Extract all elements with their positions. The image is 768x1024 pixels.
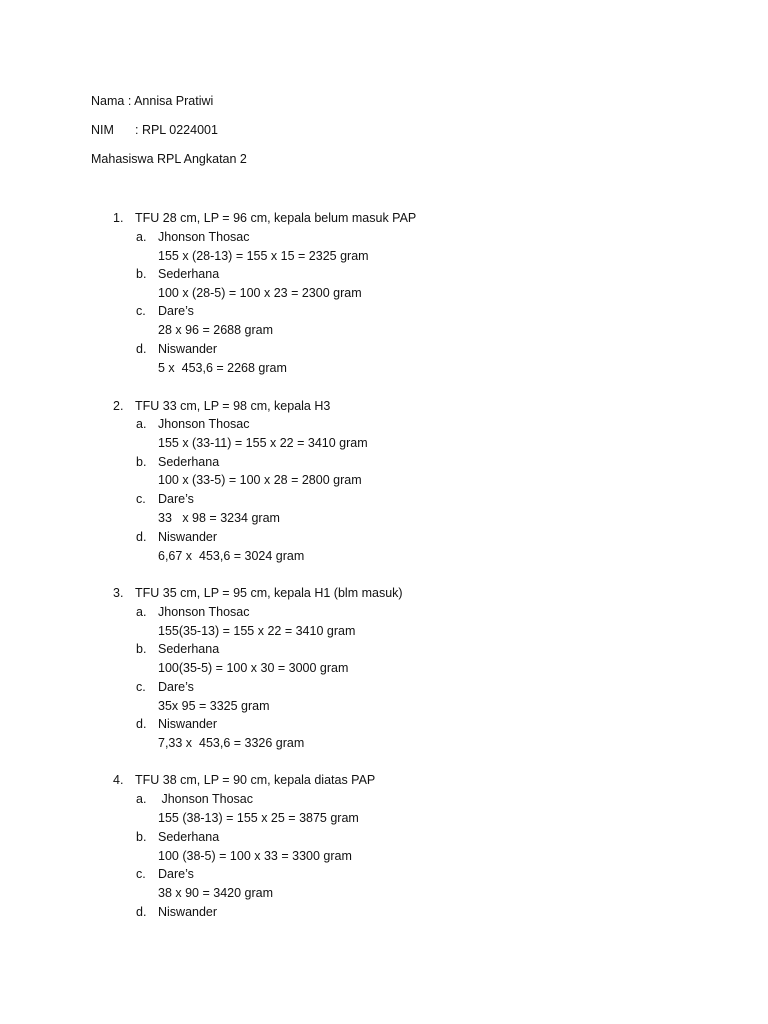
method-calc: 100(35-5) = 100 x 30 = 3000 gram: [158, 661, 349, 675]
method-calc: 5 x 453,6 = 2268 gram: [158, 361, 287, 375]
method-name: Dare’s: [158, 867, 194, 881]
method-letter: a.: [136, 417, 147, 431]
method-name: Dare’s: [158, 304, 194, 318]
method-letter: a.: [136, 230, 147, 244]
question-text: TFU 28 cm, LP = 96 cm, kepala belum masuk PAP: [135, 211, 417, 225]
method-name: Sederhana: [158, 830, 220, 844]
method-letter: d.: [136, 905, 147, 919]
method-name: Sederhana: [158, 455, 220, 469]
method-calc: 6,67 x 453,6 = 3024 gram: [158, 549, 305, 563]
question-number: 3.: [113, 586, 124, 600]
method-name: Niswander: [158, 717, 218, 731]
method-name: Jhonson Thosac: [158, 417, 250, 431]
method-calc: 100 x (28-5) = 100 x 23 = 2300 gram: [158, 286, 362, 300]
method-name: Dare’s: [158, 492, 194, 506]
program-label: Mahasiswa RPL Angkatan 2: [91, 152, 247, 166]
method-name: Jhonson Thosac: [158, 792, 253, 806]
method-name: Niswander: [158, 905, 218, 919]
method-letter: c.: [136, 680, 146, 694]
method-calc: 155 (38-13) = 155 x 25 = 3875 gram: [158, 811, 359, 825]
method-letter: d.: [136, 530, 147, 544]
question-number: 1.: [113, 211, 124, 225]
method-name: Niswander: [158, 530, 218, 544]
method-letter: a.: [136, 605, 147, 619]
question-number: 4.: [113, 773, 124, 787]
method-name: Jhonson Thosac: [158, 230, 250, 244]
method-calc: 155 x (33-11) = 155 x 22 = 3410 gram: [158, 436, 368, 450]
method-letter: b.: [136, 830, 147, 844]
method-calc: 155 x (28-13) = 155 x 15 = 2325 gram: [158, 249, 369, 263]
method-letter: b.: [136, 455, 147, 469]
method-letter: c.: [136, 867, 146, 881]
method-calc: 155(35-13) = 155 x 22 = 3410 gram: [158, 624, 356, 638]
question-text: TFU 35 cm, LP = 95 cm, kepala H1 (blm masuk): [135, 586, 403, 600]
method-calc: 100 (38-5) = 100 x 33 = 3300 gram: [158, 849, 352, 863]
nim-label: NIM: [91, 123, 114, 137]
method-letter: c.: [136, 492, 146, 506]
method-name: Jhonson Thosac: [158, 605, 250, 619]
method-letter: c.: [136, 304, 146, 318]
method-name: Sederhana: [158, 267, 220, 281]
question-text: TFU 38 cm, LP = 90 cm, kepala diatas PAP: [135, 773, 376, 787]
method-letter: b.: [136, 642, 147, 656]
method-letter: d.: [136, 717, 147, 731]
method-calc: 28 x 96 = 2688 gram: [158, 323, 274, 337]
method-calc: 100 x (33-5) = 100 x 28 = 2800 gram: [158, 473, 362, 487]
method-name: Dare’s: [158, 680, 194, 694]
method-calc: 33 x 98 = 3234 gram: [158, 511, 280, 525]
method-calc: 7,33 x 453,6 = 3326 gram: [158, 736, 305, 750]
method-letter: a.: [136, 792, 147, 806]
question-number: 2.: [113, 399, 124, 413]
method-letter: d.: [136, 342, 147, 356]
method-calc: 38 x 90 = 3420 gram: [158, 886, 274, 900]
student-name: Nama : Annisa Pratiwi: [91, 94, 214, 108]
method-letter: b.: [136, 267, 147, 281]
method-name: Sederhana: [158, 642, 220, 656]
nim-value: : RPL 0224001: [135, 123, 218, 137]
method-calc: 35x 95 = 3325 gram: [158, 699, 270, 713]
method-name: Niswander: [158, 342, 218, 356]
question-text: TFU 33 cm, LP = 98 cm, kepala H3: [135, 399, 331, 413]
